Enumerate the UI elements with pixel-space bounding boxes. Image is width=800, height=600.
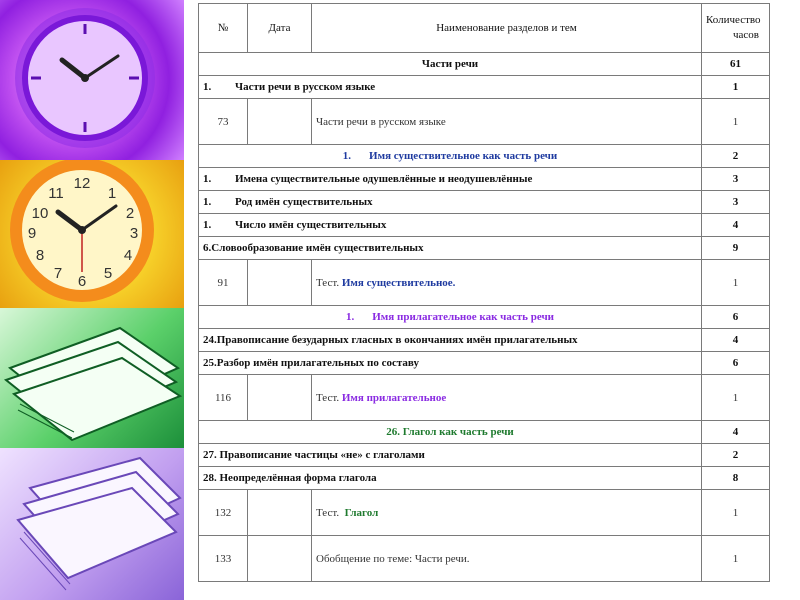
topic-title-text: Части речи в русском языке <box>235 81 376 93</box>
table-row <box>199 306 770 329</box>
topic-title <box>199 191 702 214</box>
lesson-date <box>248 536 312 582</box>
lesson-title <box>312 99 702 145</box>
topic-title <box>199 329 702 352</box>
svg-text:4: 4 <box>123 247 133 264</box>
table-body <box>199 53 770 582</box>
table-row <box>199 99 770 145</box>
lesson-number: 73 <box>199 99 248 145</box>
lesson-title <box>312 375 702 421</box>
lesson-title <box>312 536 702 582</box>
topic-title <box>199 237 702 260</box>
decorative-side-images <box>0 0 184 600</box>
topic-title <box>199 444 702 467</box>
section-number: 1. <box>345 311 355 323</box>
green-papers-icon <box>0 308 184 448</box>
table-row <box>199 490 770 536</box>
table-row <box>199 214 770 237</box>
lesson-title <box>312 490 702 536</box>
section-hours: 2 <box>702 145 770 168</box>
topic-number: 1. <box>203 196 212 208</box>
section-hours: 61 <box>702 53 770 76</box>
lesson-number: 91 <box>199 260 248 306</box>
topic-title-text: 6.Словообразование имён существительных <box>203 242 424 254</box>
section-title-text: Имя существительное как часть речи <box>369 150 558 162</box>
separator <box>184 0 198 600</box>
svg-text:6: 6 <box>77 273 87 290</box>
topic-title <box>199 214 702 237</box>
svg-text:3: 3 <box>129 225 139 242</box>
lesson-number: 116 <box>199 375 248 421</box>
table-row <box>199 76 770 99</box>
topic-hours: 2 <box>702 444 770 467</box>
section-title <box>199 145 702 168</box>
svg-text:11: 11 <box>48 185 64 202</box>
topic-number: 1. <box>203 81 212 93</box>
lesson-title-text: Части речи в русском языке <box>316 115 446 128</box>
table-row <box>199 260 770 306</box>
table-row <box>199 53 770 76</box>
table-row <box>199 145 770 168</box>
topic-hours: 3 <box>702 168 770 191</box>
lesson-title <box>312 260 702 306</box>
topic-number: 1. <box>203 219 212 231</box>
table-row <box>199 467 770 490</box>
topic-title-text: 25.Разбор имён прилагательных по составу <box>203 357 419 369</box>
lesson-date <box>248 99 312 145</box>
lilac-papers-icon <box>0 448 184 600</box>
table-header-row <box>199 4 770 53</box>
section-hours: 6 <box>702 306 770 329</box>
section-title-text: 26. Глагол как часть речи <box>386 426 514 438</box>
header-title: Наименование разделов и тем <box>312 4 702 53</box>
lesson-hours: 1 <box>702 536 770 582</box>
header-hours: Количество часов <box>702 4 770 53</box>
svg-text:1: 1 <box>107 185 117 202</box>
lesson-plan-table <box>198 3 770 582</box>
header-number: № <box>199 4 248 53</box>
topic-title-text: 27. Правописание частицы «не» с глаголами <box>203 449 425 461</box>
svg-text:7: 7 <box>53 265 63 282</box>
section-hours: 4 <box>702 421 770 444</box>
svg-text:12: 12 <box>73 175 91 192</box>
table-row <box>199 375 770 421</box>
lesson-number: 133 <box>199 536 248 582</box>
purple-clock-icon <box>0 0 184 160</box>
lesson-prefix: Тест. <box>316 506 345 519</box>
topic-title-text: Имена существительные одушевлённые и неодушевлённые <box>235 173 533 185</box>
table-row <box>199 536 770 582</box>
yellow-clock-icon <box>0 160 184 308</box>
lesson-hours: 1 <box>702 375 770 421</box>
topic-title-text: 24.Правописание безударных гласных в окончаниях имён прилагательных <box>203 334 578 346</box>
section-title <box>199 53 702 76</box>
table-row <box>199 444 770 467</box>
topic-number: 1. <box>203 173 212 185</box>
lesson-prefix: Тест. <box>316 276 342 289</box>
svg-text:9: 9 <box>27 225 37 242</box>
section-title <box>199 421 702 444</box>
lesson-date <box>248 490 312 536</box>
lesson-date <box>248 375 312 421</box>
section-number: 1. <box>342 150 352 162</box>
table-row <box>199 421 770 444</box>
table-row <box>199 191 770 214</box>
topic-hours: 6 <box>702 352 770 375</box>
section-title-text: Части речи <box>421 58 479 70</box>
topic-title-text: 28. Неопределённая форма глагола <box>203 472 377 484</box>
table-row <box>199 329 770 352</box>
topic-hours: 4 <box>702 214 770 237</box>
svg-text:2: 2 <box>125 205 135 222</box>
lesson-hours: 1 <box>702 99 770 145</box>
topic-title <box>199 168 702 191</box>
lesson-hours: 1 <box>702 490 770 536</box>
svg-text:8: 8 <box>35 247 45 264</box>
lesson-title-text: Обобщение по теме: Части речи. <box>316 552 470 565</box>
lesson-title-text: Имя прилагательное <box>341 391 447 404</box>
lesson-hours: 1 <box>702 260 770 306</box>
lesson-date <box>248 260 312 306</box>
table-row <box>199 237 770 260</box>
lesson-title-text: Глагол <box>344 506 379 519</box>
lesson-number: 132 <box>199 490 248 536</box>
lesson-prefix: Тест. <box>316 391 342 404</box>
topic-title <box>199 76 702 99</box>
table-row <box>199 352 770 375</box>
svg-text:5: 5 <box>103 265 113 282</box>
header-date: Дата <box>248 4 312 53</box>
section-title <box>199 306 702 329</box>
lesson-title-text: Имя существительное. <box>341 276 456 289</box>
topic-hours: 4 <box>702 329 770 352</box>
topic-title-text: Число имён существительных <box>235 219 387 231</box>
topic-hours: 9 <box>702 237 770 260</box>
topic-hours: 1 <box>702 76 770 99</box>
topic-title <box>199 352 702 375</box>
topic-title <box>199 467 702 490</box>
table-row <box>199 168 770 191</box>
svg-text:10: 10 <box>31 205 49 222</box>
topic-title-text: Род имён существительных <box>235 196 373 208</box>
topic-hours: 3 <box>702 191 770 214</box>
topic-hours: 8 <box>702 467 770 490</box>
section-title-text: Имя прилагательное как часть речи <box>372 311 554 323</box>
